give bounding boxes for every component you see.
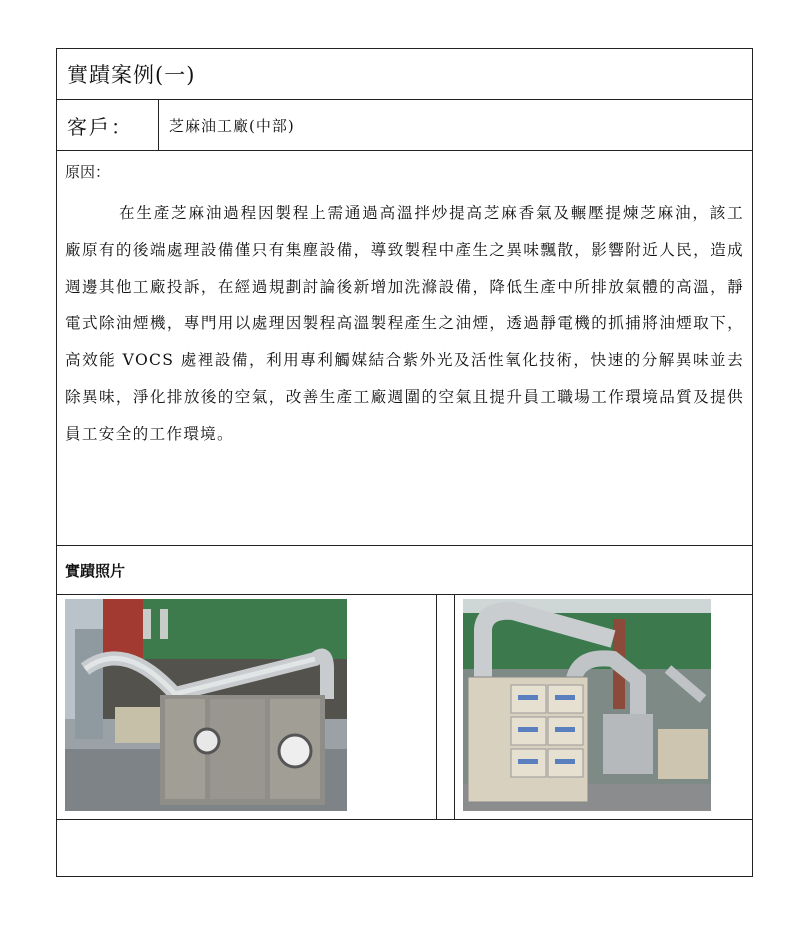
reason-section [57,151,753,546]
photos-label: 實蹟照片 [57,546,753,595]
case-study-table [56,48,753,877]
uv-vocs-unit-photo [463,599,711,811]
page-title: 實蹟案例(一) [57,49,753,100]
photo-spacer-cell [437,595,455,820]
photo-cell-1 [57,595,437,820]
case-study-document [56,48,752,877]
client-value: 芝麻油工廠(中部) [159,100,753,151]
reason-body: 在生產芝麻油過程因製程上需通過高溫拌炒提高芝麻香氣及輾壓提煉芝麻油，該工廠原有的後端處理設備僅只有集塵設備，導致製程中產生之異味飄散，影響附近人民，造成週邊其他工廠投訴，在經過規劃討論後新增加洗滌設備，降低生產中所排放氣體的高溫，靜電式除油煙機，專門用以處理因製程高溫製程產生之油煙，透過靜電機的抓捕將油煙取下，高效能 VOCS 處裡設備，利用專利觸媒結合紫外光及活性氧化技術，快速的分解異味並去除異味，淨化排放後的空氣，改善生產工廠週圍的空氣且提升員工職場工作環境品質及提供員工安全的工作環境。 [65,204,745,443]
photo-cell-2 [455,595,753,820]
client-label: 客戶： [57,100,159,151]
factory-ductwork-photo [65,599,347,811]
reason-label: 原因： [65,163,111,181]
empty-row [57,820,753,877]
